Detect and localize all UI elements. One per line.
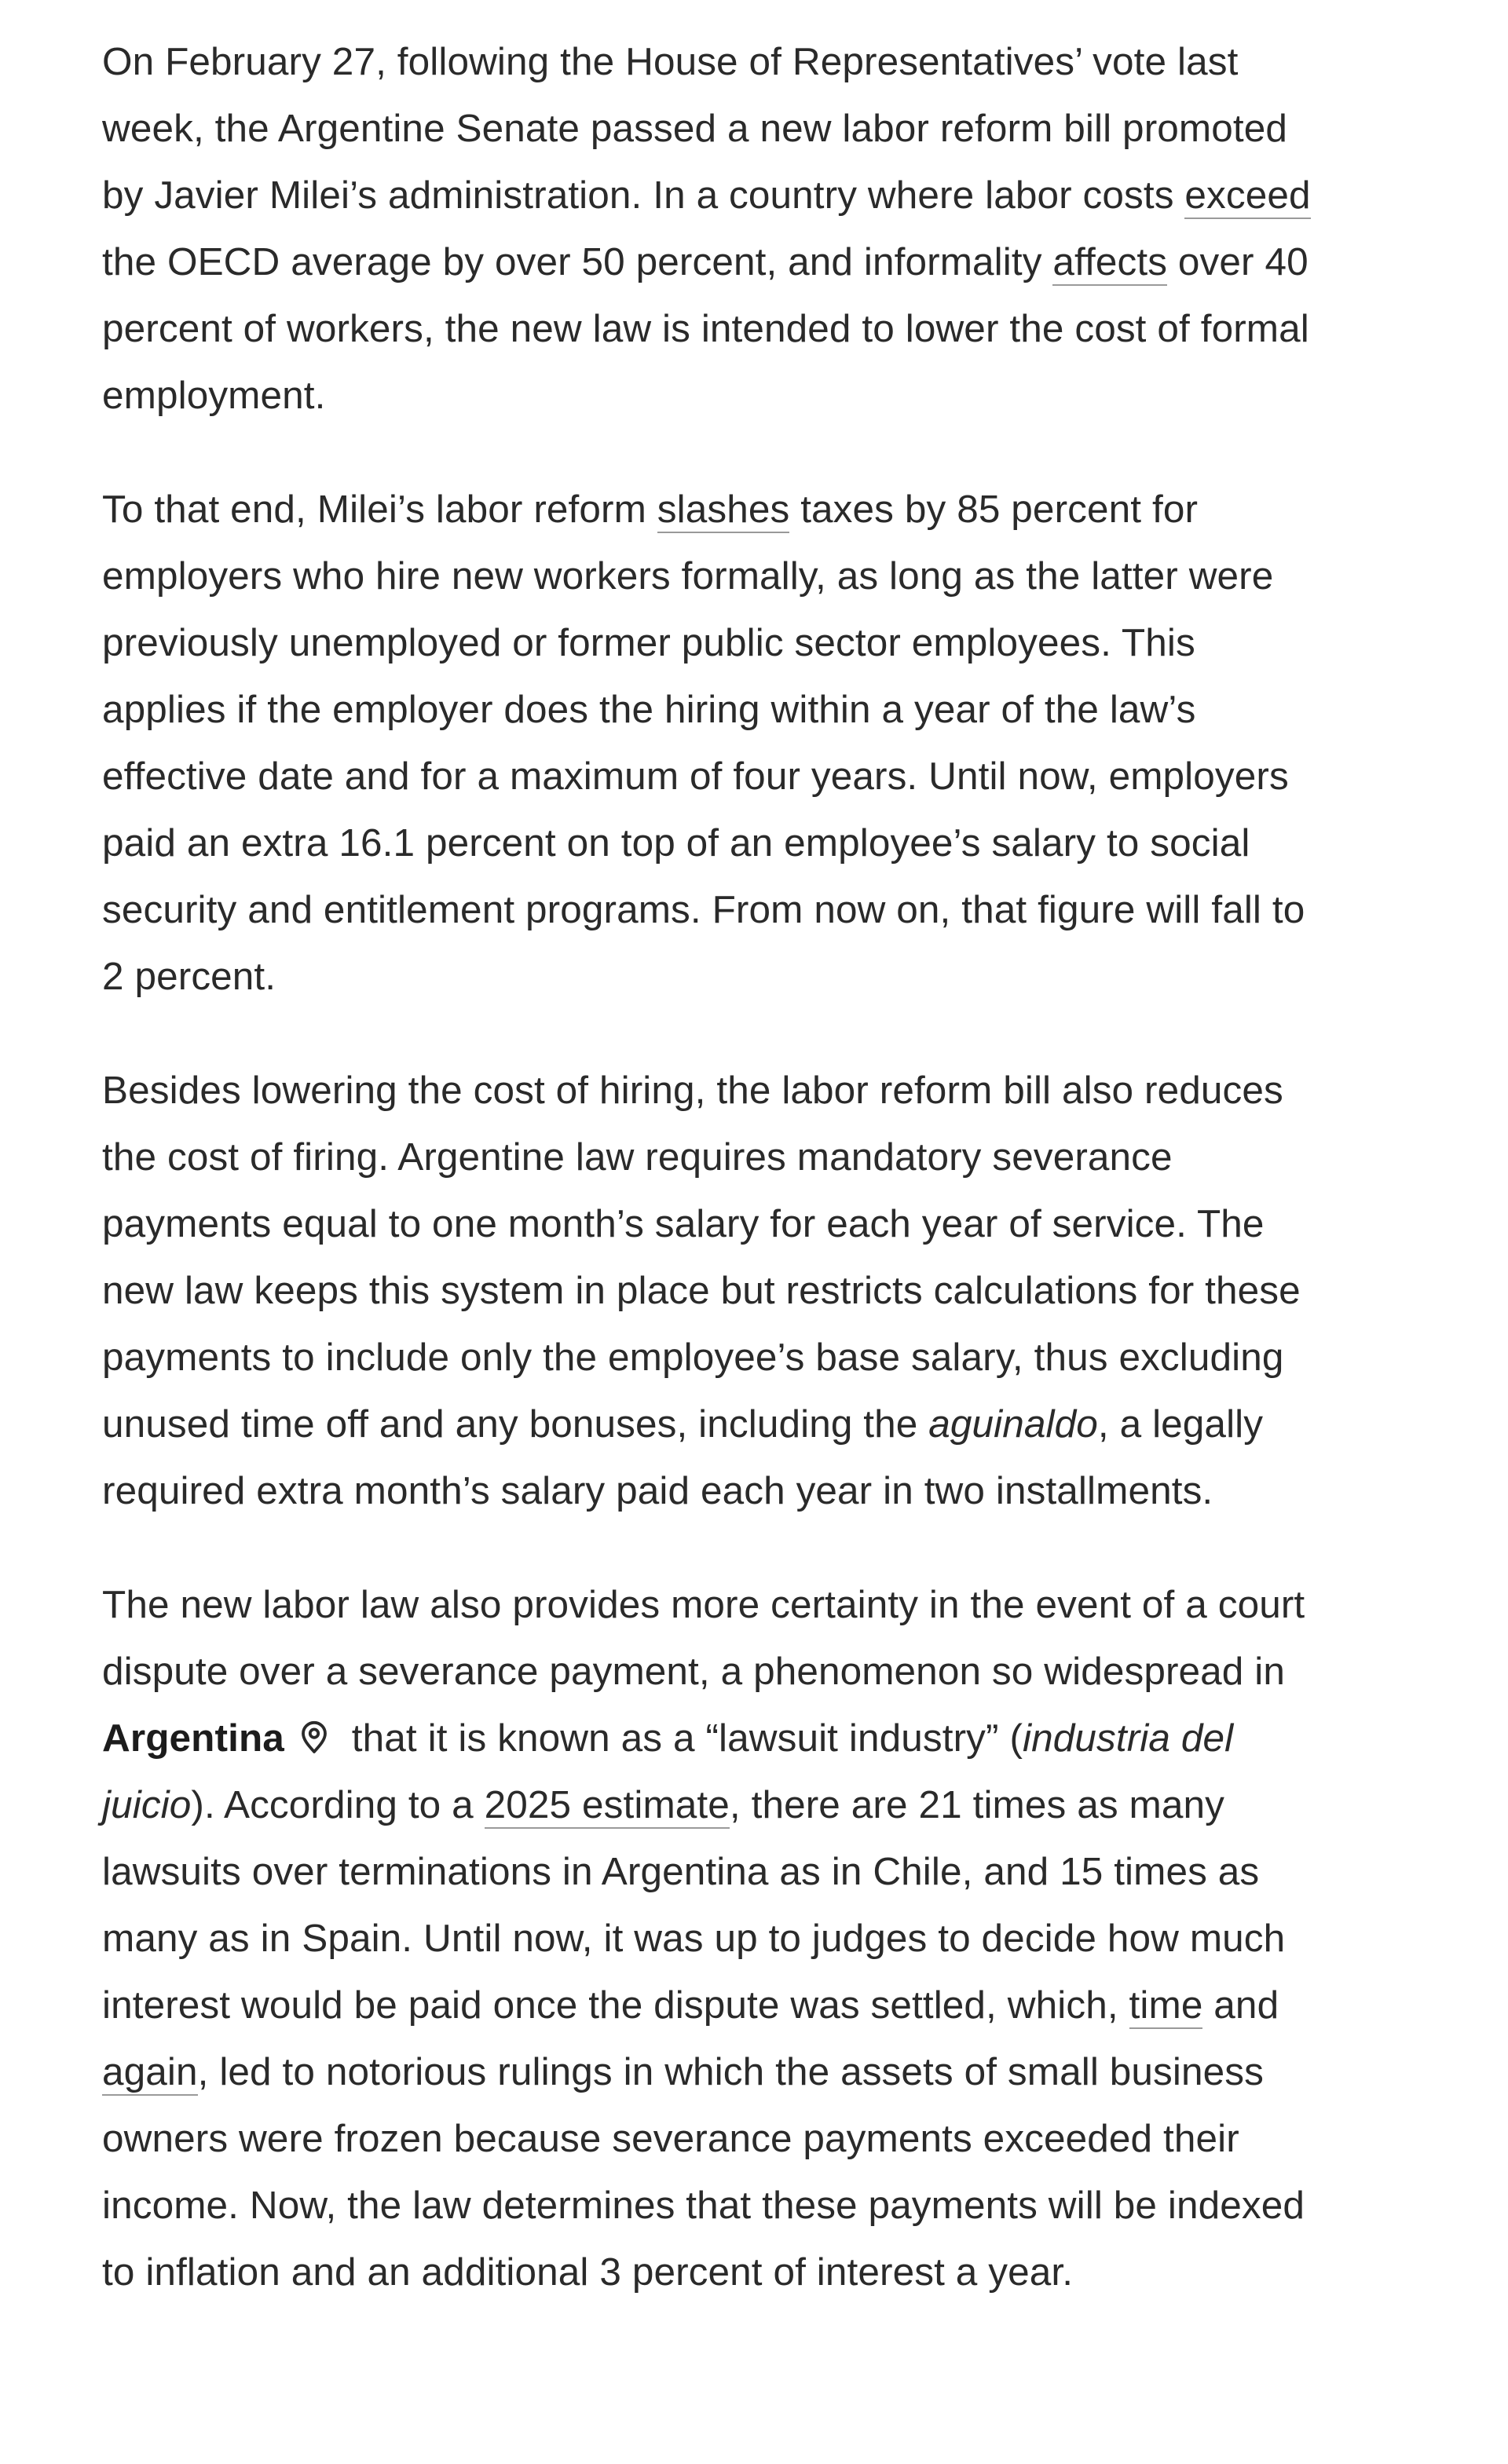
paragraph-labor-reform-intro xyxy=(102,28,1320,429)
link-again[interactable]: again xyxy=(102,2050,198,2096)
link-time[interactable]: time xyxy=(1129,1983,1203,2029)
text-span: ). According to a xyxy=(191,1783,485,1826)
link-slashes[interactable]: slashes xyxy=(657,488,790,533)
term-industria-del-juicio: industria del juicio xyxy=(102,1716,1234,1826)
text-span: that it is known as a “lawsuit industry” ( xyxy=(340,1716,1023,1760)
text-span: and xyxy=(1202,1983,1279,2027)
paragraph-tax-cuts xyxy=(102,476,1320,1010)
location-pin-icon[interactable] xyxy=(295,1709,333,1747)
text-span: the OECD average by over 50 percent, and informality xyxy=(102,240,1053,283)
text-span: On February 27, following the House of Representatives’ vote last week, the Argentine Senate passed a new labor reform bill promoted by Javier Milei’s administration. In a country where labor costs xyxy=(102,40,1287,217)
link-exceed[interactable]: exceed xyxy=(1184,174,1310,219)
text-span: , led to notorious rulings in which the assets of small business owners were frozen because severance payments exceeded their income. Now, the law determines that these payments will be indexed to inflation and an additional 3 percent of interest a year. xyxy=(102,2050,1305,2294)
entity-argentina[interactable]: Argentina xyxy=(102,1716,284,1760)
text-span: To that end, Milei’s labor reform xyxy=(102,488,657,531)
term-aguinaldo: aguinaldo xyxy=(928,1402,1098,1446)
link-2025-estimate[interactable]: 2025 estimate xyxy=(485,1783,730,1829)
link-affects[interactable]: affects xyxy=(1052,240,1167,286)
text-span: taxes by 85 percent for employers who hire new workers formally, as long as the latter were previously unemployed or former public sector employees. This applies if the employer does the hiring within a year of the law’s effective date and for a maximum of four years. Until now, employers paid an extra 16.1 percent on top of an employee’s salary to social security and entitlement programs. From now on, that figure will fall to 2 percent. xyxy=(102,488,1305,998)
text-span: Besides lowering the cost of hiring, the labor reform bill also reduces the cost of firing. Argentine law requires mandatory severance payments equal to one month’s salary for each year of service. The new law keeps this system in place but restricts calculations for these payments to include only the employee’s base salary, thus excluding unused time off and any bonuses, including the xyxy=(102,1069,1301,1446)
text-span: , there are 21 times as many lawsuits over terminations in Argentina as in Chile, and 15 times as many as in Spain. Until now, it was up to judges to decide how much interest would be paid once the dispute was settled, which, xyxy=(102,1783,1286,2027)
text-span: The new labor law also provides more certainty in the event of a court dispute over a severance payment, a phenomenon so widespread in xyxy=(102,1583,1305,1693)
paragraph-lawsuit-industry xyxy=(102,1571,1320,2305)
text-span: over 40 percent of workers, the new law is intended to lower the cost of formal employment. xyxy=(102,240,1309,417)
paragraph-severance-costs xyxy=(102,1057,1320,1524)
text-span: , a legally required extra month’s salary paid each year in two installments. xyxy=(102,1402,1264,1512)
